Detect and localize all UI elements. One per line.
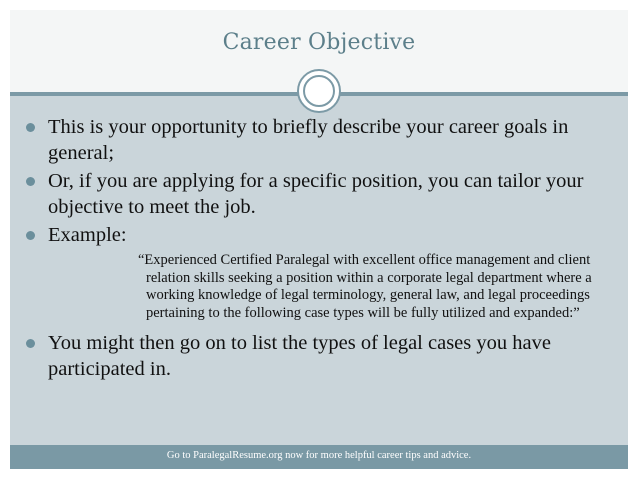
- content-area: [22, 114, 622, 384]
- bullet-dot-icon: [26, 231, 35, 240]
- circle-ornament-icon: [296, 68, 342, 114]
- example-quote: “Experienced Certified Paralegal with excellent office management and client relation skills seeking a position within a corporate legal department where a working knowledge of legal terminology, general law, and legal proceedings pertaining to the following case types will be fully utilized and expanded:”: [138, 252, 592, 321]
- bullet-item: [22, 114, 622, 166]
- bullet-dot-icon: [26, 177, 35, 186]
- slide-title: Career Objective: [222, 30, 416, 55]
- bullet-text: This is your opportunity to briefly describe your career goals in general;: [48, 116, 569, 164]
- bullet-text: Example:: [48, 224, 127, 246]
- slide-body: [10, 92, 628, 446]
- bullet-item: [22, 330, 622, 382]
- bullet-item: [22, 222, 622, 248]
- bullet-dot-icon: [26, 123, 35, 132]
- footer-bar: [10, 445, 628, 469]
- bullet-text: You might then go on to list the types of legal cases you have participated in.: [48, 332, 551, 380]
- footer-text: Go to ParalegalResume.org now for more helpful career tips and advice.: [166, 450, 472, 461]
- bullet-dot-icon: [26, 339, 35, 348]
- bullet-item: [22, 168, 622, 220]
- bullet-text: Or, if you are applying for a specific position, you can tailor your objective to meet the job.: [48, 170, 584, 218]
